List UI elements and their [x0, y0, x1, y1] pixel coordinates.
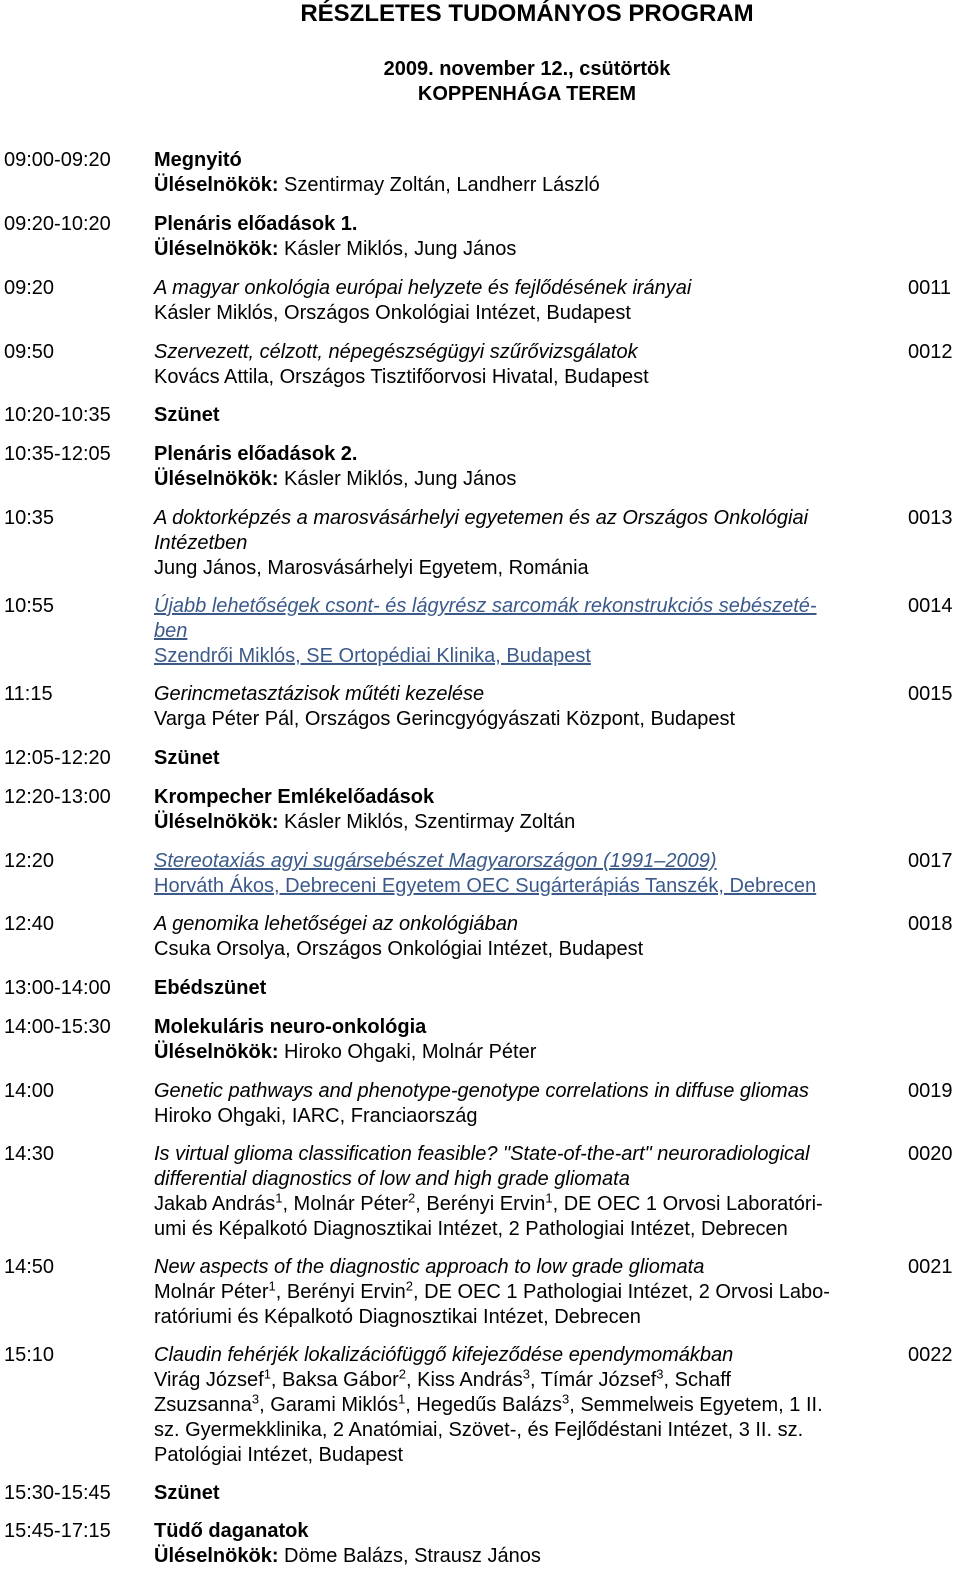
session-content: [154, 1519, 889, 1569]
talk-title-link[interactable]: Újabb lehetőségek csont- és lágyrész sarcomák rekonstrukciós sebészeté-: [154, 595, 817, 617]
session-time: 10:35-12:05: [4, 443, 111, 465]
chairs-names: Szentirmay Zoltán, Landherr László: [278, 174, 600, 196]
talk-authors: Molnár Péter$^1$, Berényi Ervin$^2$, DE OEC 1 Pathologiai Intézet, 2 Orvosi Labo-: [154, 1278, 830, 1303]
session-title: Plenáris előadások 1.: [154, 213, 358, 235]
chairs-names: Döme Balázs, Strausz János: [278, 1545, 541, 1567]
talk-affiliation: ratóriumi és Képalkotó Diagnosztikai Intézet, Debrecen: [154, 1306, 641, 1328]
session-chairs: [154, 810, 889, 835]
break-label: Szünet: [154, 1482, 220, 1504]
session-content: [154, 148, 889, 198]
session-title: Molekuláris neuro-onkológia: [154, 1016, 427, 1038]
talk-time: 10:35: [4, 507, 55, 529]
room-name: KOPPENHÁGA TEREM: [417, 83, 637, 105]
talk-content: [154, 1079, 889, 1129]
talk-authors: Varga Péter Pál, Országos Gerincgyógyászati Központ, Budapest: [154, 708, 736, 730]
session-time: 13:00-14:00: [4, 977, 111, 999]
talk-title: A doktorképzés a marosvásárhelyi egyetemen és az Országos Onkológiai: [154, 507, 809, 529]
talk-title-continued: differential diagnostics of low and high grade gliomata: [154, 1168, 630, 1190]
abstract-code: 0011: [908, 277, 952, 299]
session-content: [154, 785, 889, 835]
chairs-label: Üléselnökök:: [154, 238, 279, 260]
talk-content: [154, 912, 889, 962]
abstract-code: 0015: [908, 683, 953, 705]
chairs-label: Üléselnökök:: [154, 1041, 279, 1063]
abstract-code: 0013: [908, 507, 953, 529]
abstract-code: 0018: [908, 913, 953, 935]
session-time: 15:45-17:15: [4, 1520, 111, 1542]
talk-time: 14:30: [4, 1143, 55, 1165]
talk-title: A genomika lehetőségei az onkológiában: [154, 913, 518, 935]
talk-time: 14:50: [4, 1256, 55, 1278]
chairs-names: Kásler Miklós, Jung János: [278, 238, 517, 260]
session-time: 14:00-15:30: [4, 1016, 111, 1038]
session-title: Plenáris előadások 2.: [154, 443, 358, 465]
talk-time: 11:15: [4, 683, 53, 705]
session-title: Krompecher Emlékelőadások: [154, 786, 435, 808]
talk-content: [154, 1255, 889, 1330]
talk-time: 09:20: [4, 277, 55, 299]
talk-time: 14:00: [4, 1080, 55, 1102]
session-chairs: [154, 1040, 889, 1065]
talk-content: [154, 1142, 889, 1242]
talk-authors: Kásler Miklós, Országos Onkológiai Intézet, Budapest: [154, 302, 631, 324]
talk-content: [154, 682, 889, 732]
abstract-code: 0021: [908, 1256, 953, 1278]
chairs-names: Hiroko Ohgaki, Molnár Péter: [278, 1041, 537, 1063]
talk-title-link-continued[interactable]: ben: [154, 620, 188, 642]
chairs-label: Üléselnökök:: [154, 468, 279, 490]
session-content: [154, 1015, 889, 1065]
talk-authors: Csuka Orsolya, Országos Onkológiai Intézet, Budapest: [154, 938, 644, 960]
session-chairs: [154, 467, 889, 492]
break-label: Szünet: [154, 404, 220, 426]
talk-authors: Jakab András$^1$, Molnár Péter$^2$, Berényi Ervin$^1$, DE OEC 1 Orvosi Laboratóri-: [154, 1190, 823, 1215]
talk-title: Claudin fehérjék lokalizációfüggő kifejeződése ependymomákban: [154, 1344, 734, 1366]
talk-content: [154, 506, 889, 581]
session-time: 09:00-09:20: [4, 149, 111, 171]
talk-title: Gerincmetasztázisok műtéti kezelése: [154, 683, 485, 705]
talk-content: [154, 340, 889, 390]
break-label: Ebédszünet: [154, 977, 267, 999]
talk-authors: Virág József$^1$, Baksa Gábor$^2$, Kiss András$^3$, Tímár József$^3$, Schaff: [154, 1366, 731, 1391]
abstract-code: 0017: [908, 850, 953, 872]
talk-affiliation-continued: Patológiai Intézet, Budapest: [154, 1444, 404, 1466]
session-time: 10:20-10:35: [4, 404, 111, 426]
chairs-label: Üléselnökök:: [154, 174, 279, 196]
break-label: Szünet: [154, 747, 220, 769]
session-title: Megnyitó: [154, 149, 242, 171]
talk-title: Is virtual glioma classification feasible? "State-of-the-art" neuroradiological: [154, 1143, 810, 1165]
session-chairs: [154, 1544, 889, 1569]
session-content: [154, 212, 889, 262]
abstract-code: 0014: [908, 595, 953, 617]
session-chairs: [154, 237, 889, 262]
talk-authors-continued: Zsuzsanna$^3$, Garami Miklós$^1$, Hegedűs Balázs$^3$, Semmelweis Egyetem, 1 II.: [154, 1391, 823, 1416]
talk-title: A magyar onkológia európai helyzete és fejlődésének irányai: [154, 277, 692, 299]
session-chairs: [154, 173, 889, 198]
talk-affiliation: umi és Képalkotó Diagnosztikai Intézet, 2 Pathologiai Intézet, Debrecen: [154, 1218, 788, 1240]
talk-time: 10:55: [4, 595, 55, 617]
talk-time: 15:10: [4, 1344, 55, 1366]
chairs-label: Üléselnökök:: [154, 1545, 279, 1567]
chairs-label: Üléselnökök:: [154, 811, 279, 833]
session-time: 12:05-12:20: [4, 747, 111, 769]
abstract-code: 0019: [908, 1080, 953, 1102]
abstract-code: 0012: [908, 341, 953, 363]
talk-content: [154, 849, 889, 899]
talk-title: Genetic pathways and phenotype-genotype correlations in diffuse gliomas: [154, 1080, 809, 1102]
session-time: 12:20-13:00: [4, 786, 111, 808]
talk-title: Szervezett, célzott, népegészségügyi szűrővizsgálatok: [154, 341, 638, 363]
talk-title-link[interactable]: Stereotaxiás agyi sugársebészet Magyarországon (1991–2009): [154, 850, 717, 872]
talk-title-continued: Intézetben: [154, 532, 248, 554]
session-content: [154, 442, 889, 492]
session-title: Tüdő daganatok: [154, 1520, 309, 1542]
abstract-code: 0020: [908, 1143, 953, 1165]
talk-content: [154, 594, 889, 669]
talk-authors: Kovács Attila, Országos Tisztifőorvosi Hivatal, Budapest: [154, 366, 649, 388]
talk-time: 12:40: [4, 913, 55, 935]
chairs-names: Kásler Miklós, Jung János: [278, 468, 517, 490]
talk-authors-link[interactable]: Szendrői Miklós, SE Ortopédiai Klinika, Budapest: [154, 645, 591, 667]
talk-authors: Hiroko Ohgaki, IARC, Franciaország: [154, 1105, 478, 1127]
talk-time: 09:50: [4, 341, 55, 363]
talk-time: 12:20: [4, 850, 55, 872]
page-title: RÉSZLETES TUDOMÁNYOS PROGRAM: [300, 0, 754, 27]
abstract-code: 0022: [908, 1344, 953, 1366]
chairs-names: Kásler Miklós, Szentirmay Zoltán: [278, 811, 576, 833]
talk-affiliation: sz. Gyermekklinika, 2 Anatómiai, Szövet-, és Fejlődéstani Intézet, 3 II. sz.: [154, 1419, 804, 1441]
session-time: 15:30-15:45: [4, 1482, 111, 1504]
session-time: 09:20-10:20: [4, 213, 111, 235]
talk-content: [154, 276, 889, 326]
talk-authors: Jung János, Marosvásárhelyi Egyetem, Románia: [154, 557, 589, 579]
talk-title: New aspects of the diagnostic approach to low grade gliomata: [154, 1256, 705, 1278]
talk-content: [154, 1343, 889, 1468]
talk-authors-link[interactable]: Horváth Ákos, Debreceni Egyetem OEC Sugárterápiás Tanszék, Debrecen: [154, 875, 817, 897]
program-date: 2009. november 12., csütörtök: [383, 58, 671, 80]
